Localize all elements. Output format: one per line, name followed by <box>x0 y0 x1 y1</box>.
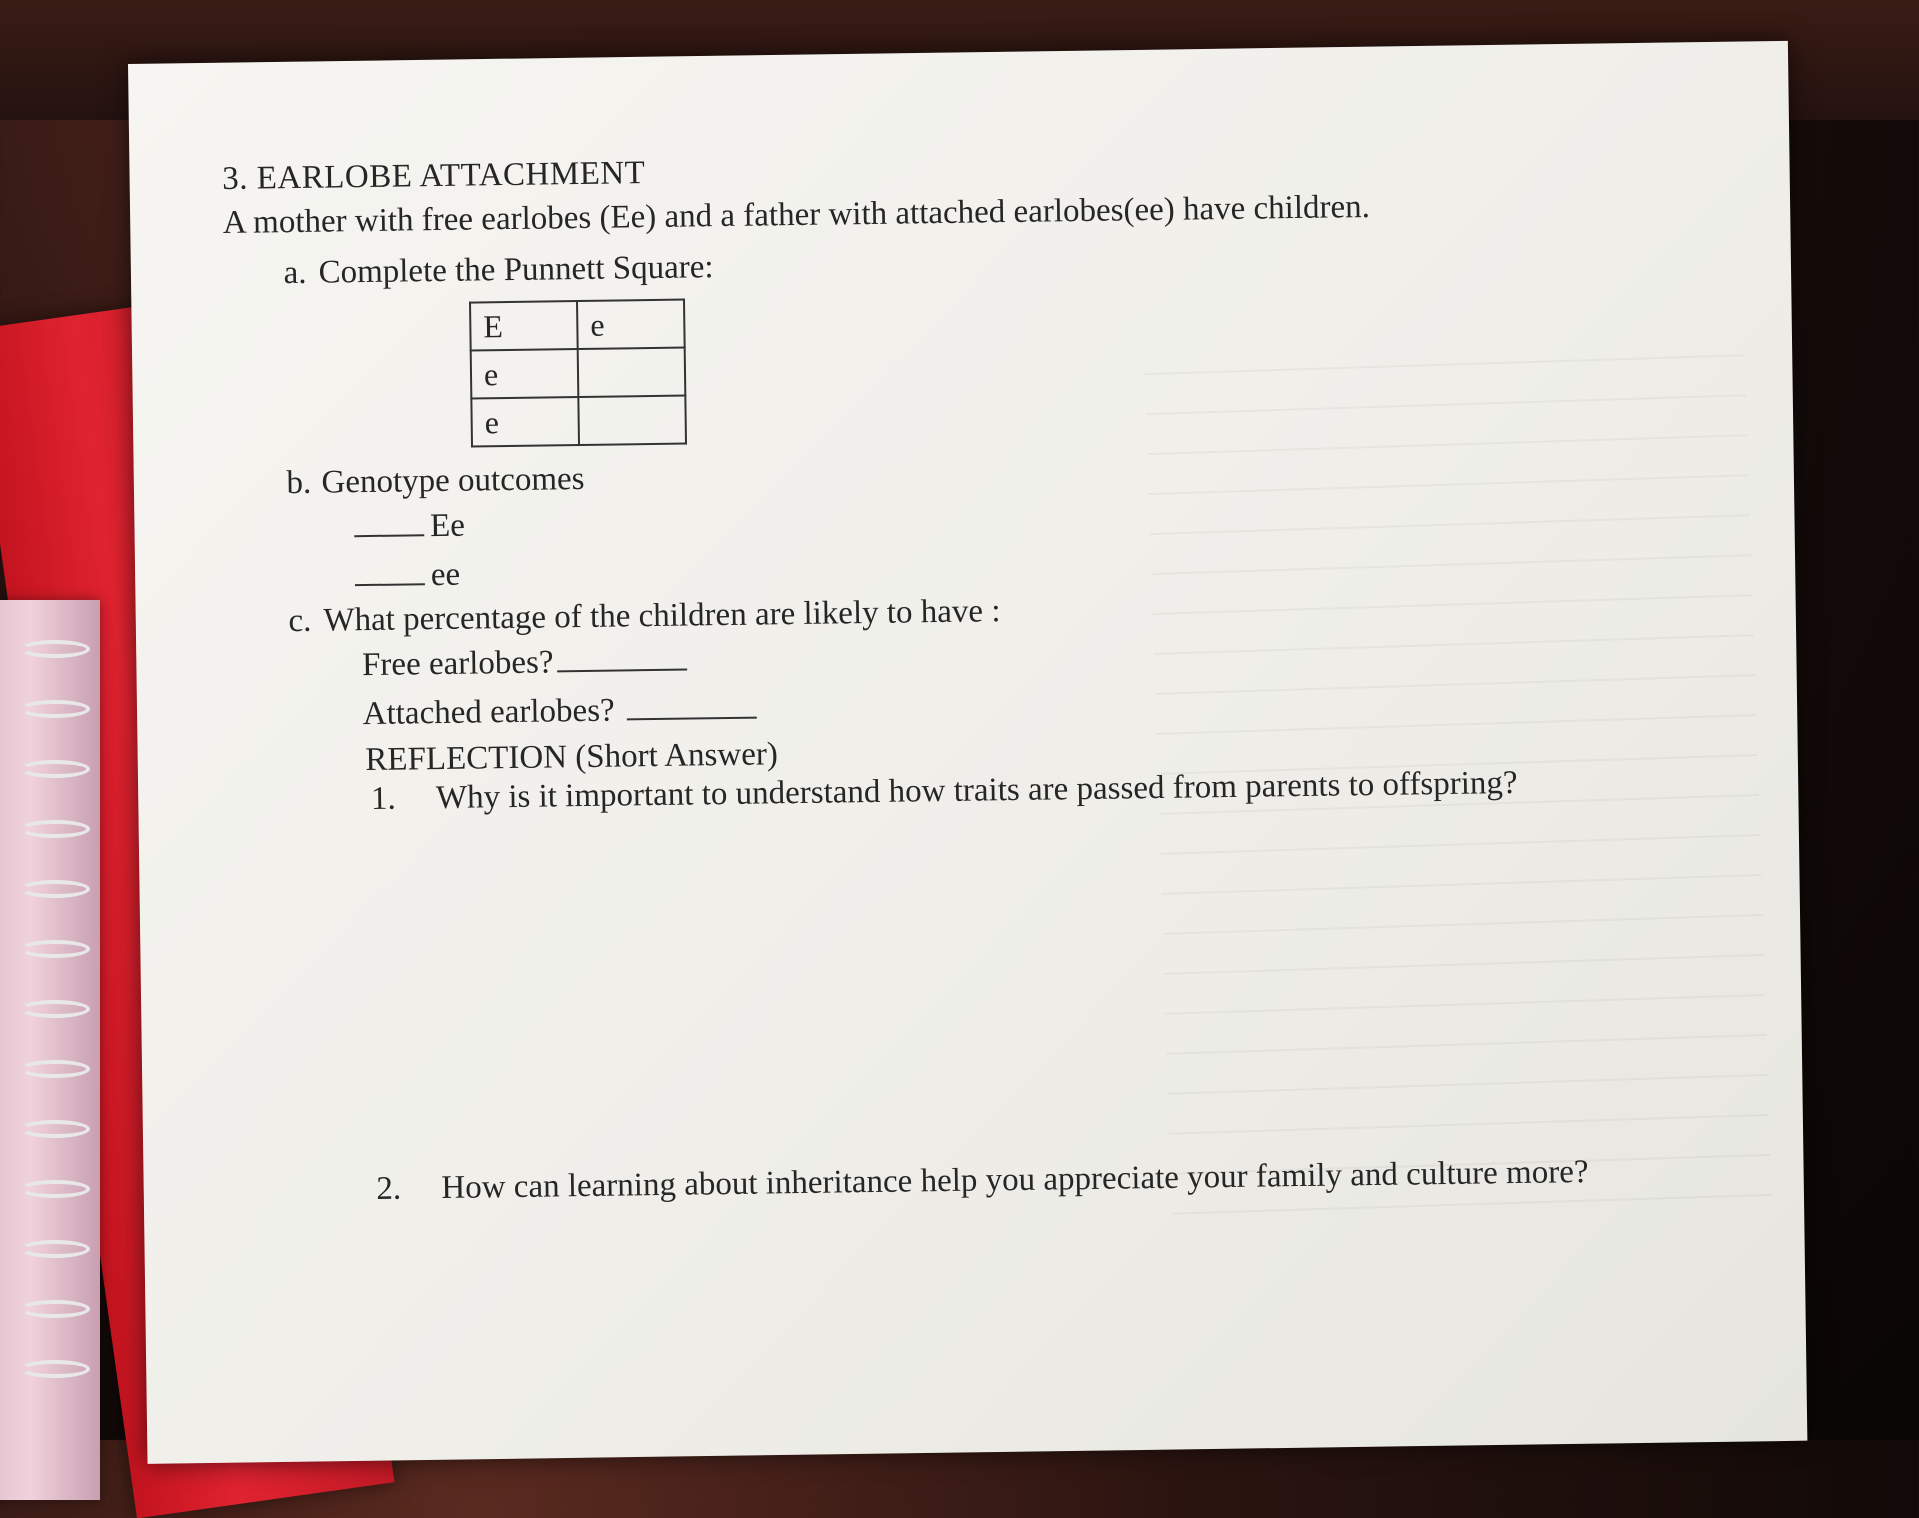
punnett-cell: e <box>471 397 579 446</box>
part-c-label: What percentage of the children are likely to have : <box>323 592 1001 639</box>
section-title: 3. EARLOBE ATTACHMENT <box>222 155 646 197</box>
spiral-ring <box>20 1360 90 1378</box>
spiral-ring <box>20 1000 90 1018</box>
spiral-ring <box>20 940 90 958</box>
spiral-ring <box>20 640 90 658</box>
spiral-ring <box>20 820 90 838</box>
part-b-label: Genotype outcomes <box>321 460 585 501</box>
part-a-label: Complete the Punnett Square: <box>318 249 714 291</box>
punnett-row <box>471 395 686 446</box>
punnett-cell: E <box>470 301 578 350</box>
attached-earlobes-blank[interactable] <box>627 716 757 720</box>
question-text: Why is it important to understand how traits are passed from parents to offspring? <box>435 765 1518 817</box>
punnett-row <box>470 299 685 350</box>
punnett-cell-blank[interactable] <box>578 395 686 444</box>
spiral-ring <box>20 1180 90 1198</box>
free-earlobes-blank[interactable] <box>558 669 688 673</box>
question-number: 2. <box>376 1170 402 1207</box>
part-c-letter: c. <box>288 602 312 639</box>
spiral-ring <box>20 1060 90 1078</box>
spiral-ring <box>20 880 90 898</box>
free-earlobes-label: Free earlobes? <box>361 644 554 684</box>
punnett-cell: e <box>577 299 685 348</box>
genotype-blank[interactable] <box>355 583 425 586</box>
genotype-label: ee <box>430 556 461 593</box>
punnett-cell-blank[interactable] <box>578 347 686 396</box>
spiral-ring <box>20 1300 90 1318</box>
spiral-notebook <box>0 600 100 1500</box>
attached-earlobes-label: Attached earlobes? <box>362 692 615 732</box>
question-number: 1. <box>370 780 396 818</box>
punnett-square <box>469 298 687 447</box>
spiral-ring <box>20 1120 90 1138</box>
spiral-ring <box>20 700 90 718</box>
punnett-cell: e <box>471 349 579 398</box>
genotype-blank[interactable] <box>354 535 424 538</box>
punnett-row <box>471 347 686 398</box>
spiral-ring <box>20 760 90 778</box>
part-a-letter: a. <box>283 255 307 292</box>
spiral-ring <box>20 1240 90 1258</box>
part-b-letter: b. <box>286 464 312 501</box>
section-intro: A mother with free earlobes (Ee) and a father with attached earlobes(ee) have children. <box>222 188 1371 241</box>
reflection-heading: REFLECTION (Short Answer) <box>365 736 779 778</box>
question-text: How can learning about inheritance help you appreciate your family and culture more? <box>441 1153 1589 1206</box>
genotype-label: Ee <box>429 508 466 545</box>
worksheet-content <box>222 139 1737 1216</box>
part-a <box>223 234 1723 295</box>
